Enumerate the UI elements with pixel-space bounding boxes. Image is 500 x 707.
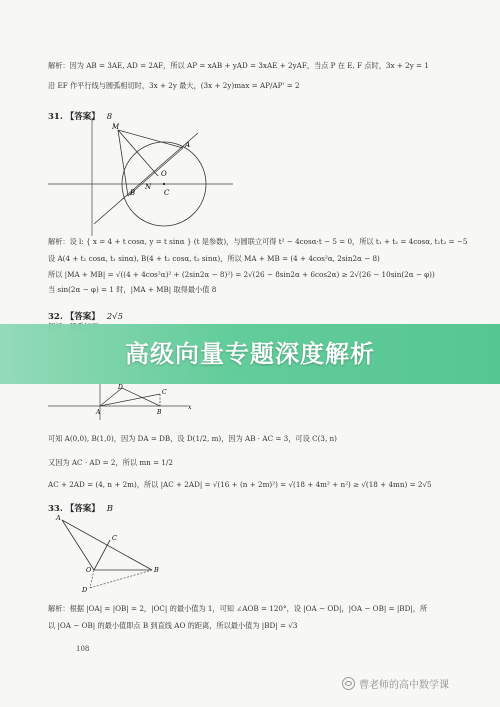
solution-line: 解析：根据 |OA| = |OB| = 2，|OC| 的最小值为 1，可知 ∠AOB = 120°，设 |OA − OD|，|OA − OB| = |BD|，所 [48, 604, 428, 613]
question-header [48, 310, 123, 322]
point-label: B [154, 566, 159, 574]
question-number: 32. [48, 312, 63, 322]
point-label: B [157, 409, 162, 416]
point-label: C [162, 389, 167, 396]
vector-diagram [56, 514, 166, 594]
watermark-text: 曹老师的高中数学课 [359, 680, 449, 691]
point-label: O [161, 170, 167, 178]
point-label: M [112, 123, 120, 131]
circle-diagram [48, 118, 238, 236]
solution-line: 设 A(4 + t₁ cosα, t₁ sinα), B(4 + t₂ cosα, t₂ sinα)，所以 MA + MB = (4 + 4cos²α, 2sin2α − 8) [48, 254, 380, 263]
solution-line: 沿 EF 作平行线与圆弧相切时，3x + 2y 最大，(3x + 2y)max = AP/AP' = 2 [48, 81, 300, 90]
question-number: 31. [48, 112, 63, 122]
question-number: 33. [48, 504, 63, 514]
answer-label: 【答案】 [65, 504, 100, 514]
point-label: C [112, 534, 117, 542]
point-label: A [185, 141, 191, 149]
answer-label: 【答案】 [65, 312, 100, 322]
wechat-icon [342, 677, 355, 690]
banner-title: 高级向量专题深度解析 [125, 340, 375, 368]
point-label: A [56, 514, 61, 522]
watermark [342, 676, 449, 691]
solution-line: 所以 |MA + MB| = √((4 + 4cos²α)² + (2sin2α − 8)²) = 2√(26 − 8sin2α + 6cos2α) ≥ 2√(26 − 10sin(2α − φ)) [48, 270, 435, 279]
triangle-diagram [48, 384, 198, 420]
title-banner [0, 324, 500, 384]
point-label: A [96, 409, 101, 416]
point-label: B [130, 189, 136, 197]
answer-value: 8 [106, 112, 113, 122]
answer-label: 【答案】 [65, 112, 100, 122]
axis-label: x [188, 404, 192, 411]
page-number: 108 [76, 645, 90, 653]
point-label: O [86, 566, 92, 574]
solution-line: 当 sin(2α − φ) = 1 时，|MA + MB| 取得最小值 8 [48, 285, 217, 294]
solution-line: 解析：设 l: { x = 4 + t cosα, y = t sinα } (t 是参数)，与圆联立可得 t² − 4cosα·t − 5 = 0，所以 t₁ + t₂ = 4cosα, t₁t₂ = −5 [48, 237, 468, 246]
point-label: D [118, 384, 123, 391]
point-label: N [145, 183, 152, 191]
solution-line: 又因为 AC · AD = 2，所以 mn = 1/2 [48, 458, 173, 467]
point-label: D [82, 586, 88, 594]
solution-line: 解析：因为 AB = 3AE, AD = 2AF，所以 AP = xAB + yAD = 3xAE + 2yAF，当点 P 在 E, F 点时，3x + 2y = 1 [48, 61, 429, 70]
solution-line: 以 |OA − OB| 的最小值即点 B 到直线 AO 的距离，所以最小值为 |BD| = √3 [48, 621, 298, 630]
solution-line: 可知 A(0,0), B(1,0)，因为 DA = DB，设 D(1/2, m)，因为 AB · AC = 3，可设 C(3, n) [48, 434, 337, 443]
answer-value: B [106, 504, 113, 514]
solution-line: AC + 2AD = (4, n + 2m)，所以 |AC + 2AD| = √(16 + (n + 2m)²) = √(18 + 4m² + n²) ≥ √(18 + 4mn) = 2√5 [48, 480, 432, 489]
point-label: C [164, 189, 170, 197]
answer-value: 2√5 [106, 312, 123, 322]
question-header [48, 502, 113, 514]
